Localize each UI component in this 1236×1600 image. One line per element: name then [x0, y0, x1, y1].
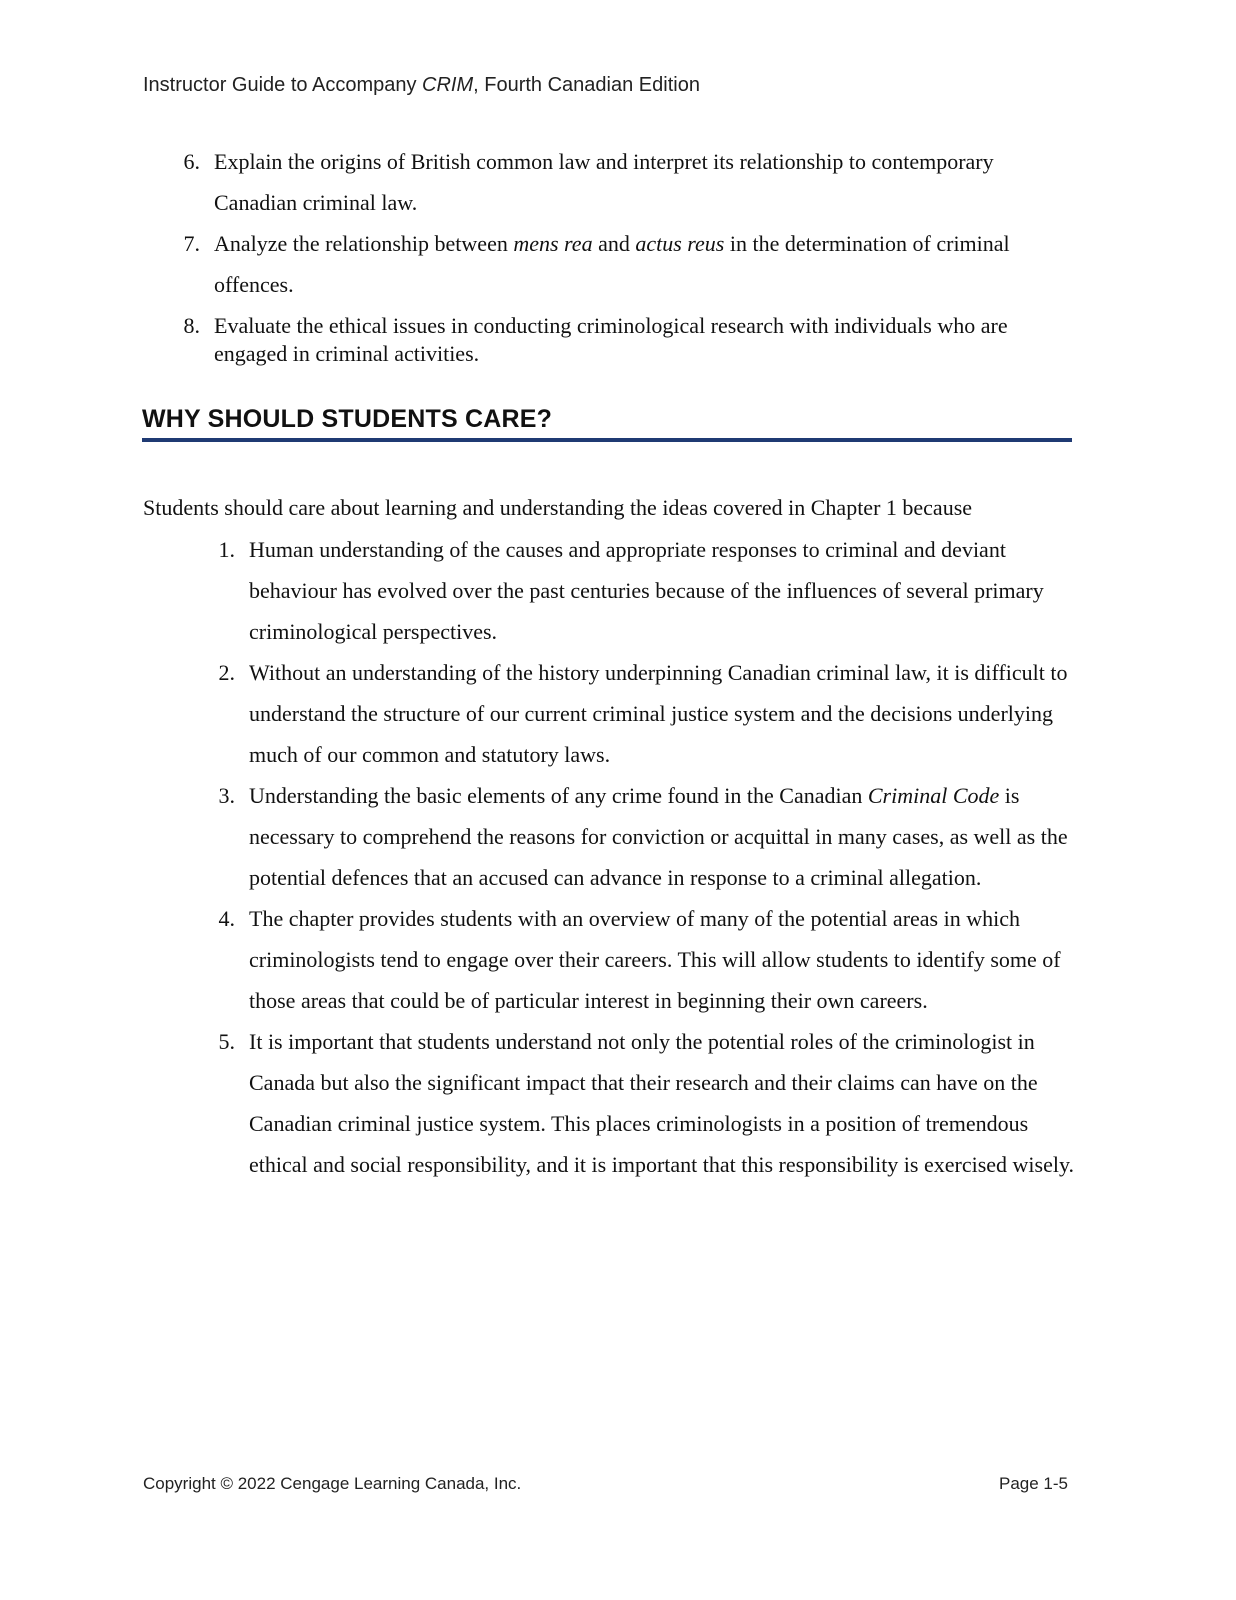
objective-text-part: in the determination of criminal offences.	[214, 231, 1010, 297]
reason-item	[205, 1021, 1075, 1185]
reason-item	[205, 775, 1075, 898]
learning-objectives-list	[170, 141, 1070, 368]
reason-item	[205, 529, 1075, 652]
header-prefix: Instructor Guide to Accompany	[143, 74, 423, 96]
objective-text-part: and	[592, 231, 636, 256]
reason-text: It is important that students understand not only the potential roles of the criminologist in Canada but also the significant impact that their research and their claims can have on the Canadian criminal justice system. This places criminologists in a position of tremendous ethical and social responsibility, and it is important that this responsibility is exercised wisely.	[249, 1029, 1075, 1177]
header-title-italic: CRIM	[422, 74, 474, 96]
reason-text-part: Understanding the basic elements of any crime found in the Canadian	[249, 783, 868, 808]
reason-number: 5.	[218, 1029, 235, 1054]
section-heading: WHY SHOULD STUDENTS CARE?	[142, 405, 1072, 442]
objective-text: Evaluate the ethical issues in conducting criminological research with individuals who are engaged in criminal activities.	[214, 313, 1008, 366]
reasons-list	[205, 529, 1075, 1185]
objective-item	[170, 141, 1070, 223]
page-header	[143, 74, 700, 97]
section-intro: Students should care about learning and understanding the ideas covered in Chapter 1 because	[143, 495, 973, 520]
footer-copyright: Copyright © 2022 Cengage Learning Canada, Inc.	[143, 1474, 522, 1493]
objective-number: 7.	[183, 231, 200, 256]
objective-text: Explain the origins of British common law and interpret its relationship to contemporary Canadian criminal law.	[214, 149, 994, 215]
objective-item	[170, 312, 1070, 368]
objective-italic-term: actus reus	[635, 231, 725, 256]
reason-item	[205, 652, 1075, 775]
objective-item	[170, 223, 1070, 305]
footer-page-number: Page 1-5	[999, 1474, 1068, 1493]
header-suffix: , Fourth Canadian Edition	[473, 74, 700, 96]
reason-number: 2.	[218, 660, 235, 685]
objective-number: 6.	[183, 149, 200, 174]
reason-italic-term: Criminal Code	[867, 783, 1000, 808]
reason-text: The chapter provides students with an overview of many of the potential areas in which criminologists tend to engage over their careers. This will allow students to identify some of those areas that could be of particular interest in beginning their own careers.	[249, 906, 1061, 1013]
reason-number: 1.	[218, 537, 235, 562]
objective-text-part: Analyze the relationship between	[214, 231, 514, 256]
reason-text: Without an understanding of the history underpinning Canadian criminal law, it is difficult to understand the structure of our current criminal justice system and the decisions underlying much of our common and statutory laws.	[249, 660, 1068, 767]
reason-text-part: is necessary to comprehend the reasons for conviction or acquittal in many cases, as well as the potential defences that an accused can advance in response to a criminal allegation.	[249, 783, 1068, 890]
reason-number: 3.	[218, 783, 235, 808]
reason-number: 4.	[218, 906, 235, 931]
reason-item	[205, 898, 1075, 1021]
objective-number: 8.	[183, 313, 200, 338]
reason-text: Human understanding of the causes and appropriate responses to criminal and deviant behaviour has evolved over the past centuries because of the influences of several primary criminological perspectives.	[249, 537, 1044, 644]
objective-italic-term: mens rea	[513, 231, 593, 256]
